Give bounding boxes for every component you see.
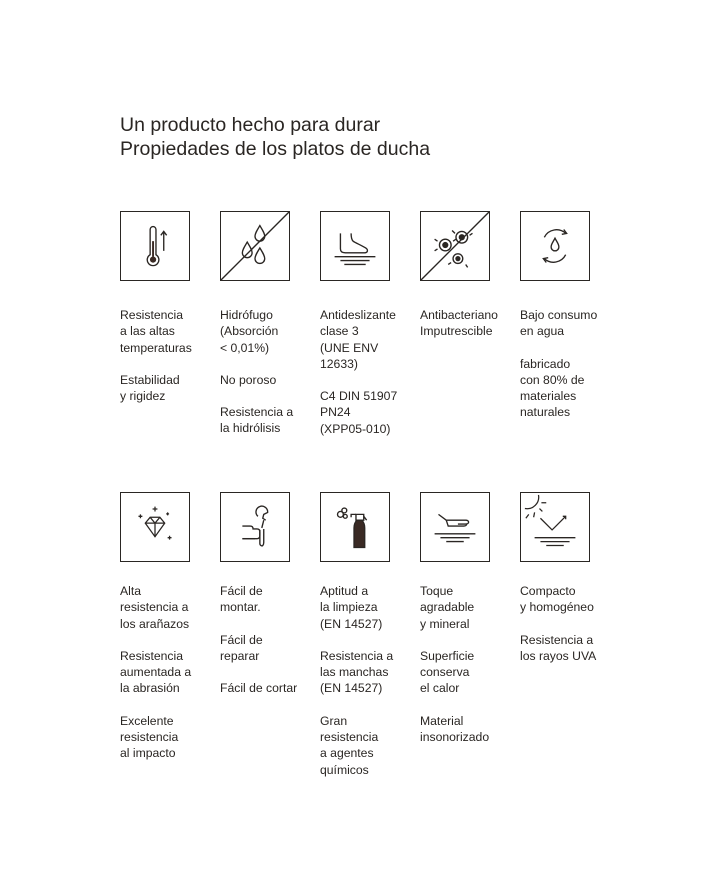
property-water-repellent bbox=[220, 211, 316, 453]
property-text: Compacto y homogéneo Resistencia a los rayos UVA bbox=[520, 584, 597, 663]
property-easy-install bbox=[220, 492, 316, 712]
property-text: Fácil de montar. Fácil de reparar Fácil de cortar bbox=[220, 584, 298, 696]
property-cleaning bbox=[320, 492, 416, 794]
property-text: Hidrófugo (Absorción < 0,01%) No poroso Resistencia a la hidrólisis bbox=[220, 308, 294, 436]
page-title bbox=[120, 113, 430, 161]
property-text: Toque agradable y mineral Superficie conserva el calor Material insonorizado bbox=[420, 584, 490, 745]
property-text: Aptitud a la limpieza (EN 14527) Resistencia a las manchas (EN 14527) Gran resistencia a agentes químicos bbox=[320, 584, 394, 777]
property-scratch-resistance bbox=[120, 492, 216, 778]
sun-uv-icon bbox=[520, 492, 590, 562]
property-pleasant-touch bbox=[420, 492, 516, 761]
property-antibacterial bbox=[420, 211, 516, 356]
bacteria-icon bbox=[420, 211, 490, 281]
diamond-icon bbox=[120, 492, 190, 562]
water-drops-icon bbox=[220, 211, 290, 281]
property-anti-slip bbox=[320, 211, 416, 453]
title-line-1: Un producto hecho para durar bbox=[120, 114, 381, 136]
recycle-drop-icon bbox=[520, 211, 590, 281]
thermometer-icon bbox=[120, 211, 190, 281]
property-uv-resistance bbox=[520, 492, 616, 680]
property-text: Resistencia a las altas temperaturas Estabilidad y rigidez bbox=[120, 308, 192, 404]
property-text: Alta resistencia a los arañazos Resistencia aumentada a la abrasión Excelente resistencia al impacto bbox=[120, 584, 192, 761]
foot-icon bbox=[320, 211, 390, 281]
property-text: Antideslizante clase 3 (UNE ENV 12633) C4 DIN 51907 PN24 (XPP05-010) bbox=[320, 308, 398, 436]
property-text: Bajo consumo en agua fabricado con 80% de materiales naturales bbox=[520, 308, 598, 420]
property-low-water bbox=[520, 211, 616, 437]
wrench-hand-icon bbox=[220, 492, 290, 562]
hand-touch-icon bbox=[420, 492, 490, 562]
property-heat-resistance bbox=[120, 211, 216, 420]
spray-bottle-icon bbox=[320, 492, 390, 562]
title-line-2: Propiedades de los platos de ducha bbox=[120, 138, 431, 160]
property-text: Antibacteriano Imputrescible bbox=[420, 308, 498, 339]
